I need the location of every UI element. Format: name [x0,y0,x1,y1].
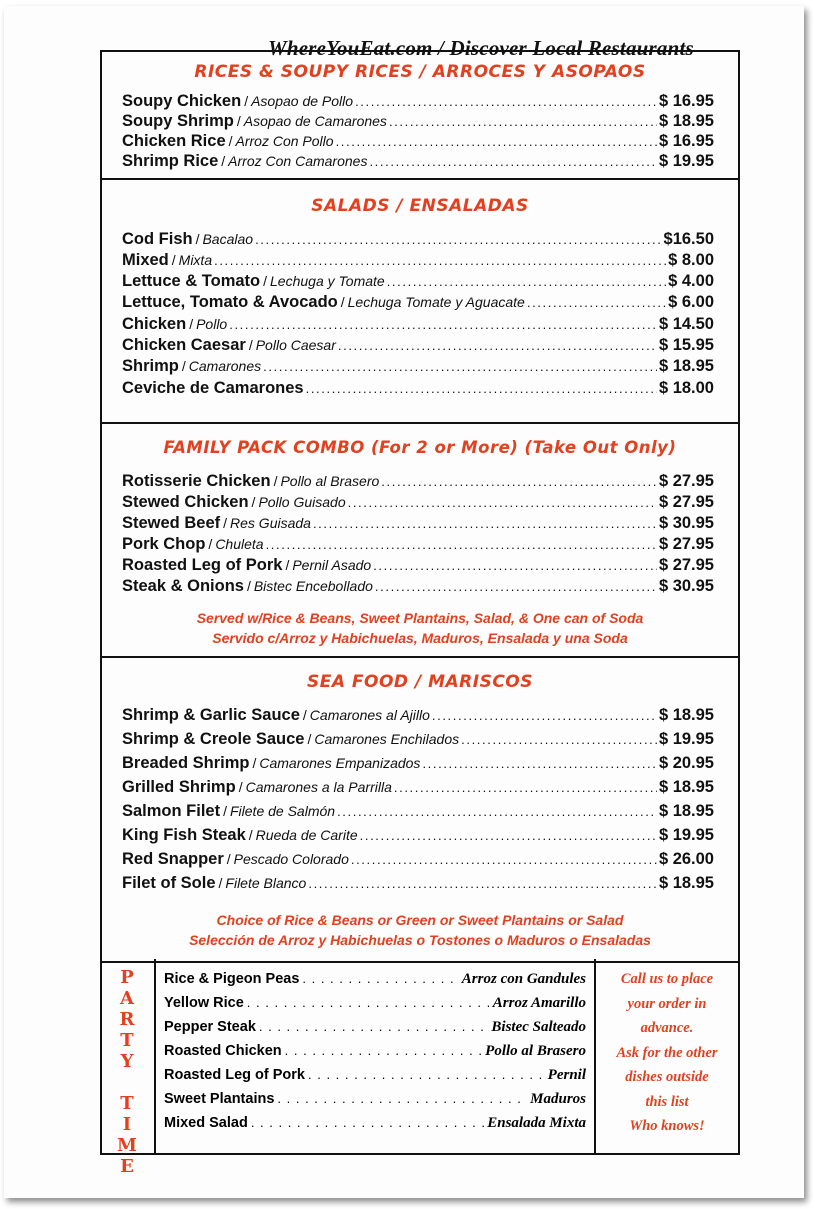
menu-item: Shrimp Rice / Arroz Con Camarones . . . $ 19.95 [122,152,714,171]
section-title: SEA FOOD / MARISCOS [306,672,533,692]
menu-item: Ceviche de Camarones . . . $ 18.00 [122,379,714,398]
section-title: RICES & SOUPY RICES / ARROCES Y ASOPAOS [194,62,646,82]
menu-item: Shrimp / Camarones . . . $ 18.95 [122,357,714,376]
section-note-en: Served w/Rice & Beans, Sweet Plantains, Salad, & One can of Soda [196,610,644,626]
menu-item: Chicken Rice / Arroz Con Pollo . . . $ 16.95 [122,132,714,151]
party-item: Sweet Plantains . . . Maduros [164,1091,586,1108]
section-seafood [102,658,738,963]
party-item: Rice & Pigeon Peas . . . Arroz con Gandules [164,971,586,988]
menu-page [4,6,804,1198]
section-title: SALADS / ENSALADAS [311,196,529,216]
menu-item: Soupy Shrimp / Asopao de Camarones . . . $ 18.95 [122,112,714,131]
party-item: Mixed Salad . . . Ensalada Mixta [164,1115,586,1132]
party-item: Pepper Steak . . . Bistec Salteado [164,1019,586,1036]
menu-frame [100,50,740,1177]
menu-item: Shrimp & Creole Sauce / Camarones Enchilados . . . $ 19.95 [122,730,714,749]
menu-item: Lettuce & Tomato / Lechuga y Tomate . . . $ 4.00 [122,272,714,291]
party-time-vertical-label: P A R T Y T I M E [117,967,137,1177]
section-note-en: Choice of Rice & Beans or Green or Sweet Plantains or Salad [216,912,624,928]
menu-item: Red Snapper / Pescado Colorado . . . $ 26.00 [122,850,714,869]
menu-item: Steak & Onions / Bistec Encebollado . . . $ 30.95 [122,577,714,596]
menu-item: King Fish Steak / Rueda de Carite . . . $ 19.95 [122,826,714,845]
party-item: Yellow Rice . . . Arroz Amarillo [164,995,586,1012]
section-note-es: Servido c/Arroz y Habichuelas, Maduros, Ensalada y una Soda [212,630,628,646]
menu-item: Salmon Filet / Filete de Salmón . . . $ 18.95 [122,802,714,821]
section-note-es: Selección de Arroz y Habichuelas o Tostones o Maduros o Ensaladas [189,932,651,948]
menu-item: Grilled Shrimp / Camarones a la Parrilla . . . $ 18.95 [122,778,714,797]
party-item: Roasted Chicken . . . Pollo al Brasero [164,1043,586,1060]
menu-item: Breaded Shrimp / Camarones Empanizados . . . $ 20.95 [122,754,714,773]
menu-item: Roasted Leg of Pork / Pernil Asado . . . $ 27.95 [122,556,714,575]
menu-item: Cod Fish / Bacalao . . . $16.50 [122,230,714,249]
site-watermark: WhereYouEat.com / Discover Local Restaurants [268,36,694,60]
menu-item: Shrimp & Garlic Sauce / Camarones al Ajillo . . . $ 18.95 [122,706,714,725]
section-family-pack [102,424,738,658]
party-items [154,959,596,1153]
menu-item: Pork Chop / Chuleta . . . $ 27.95 [122,535,714,554]
section-rices [102,52,738,180]
party-order-note: Call us to place your order in advance. Ask for the other dishes outside this list Who knows! [616,971,718,1134]
section-title: FAMILY PACK COMBO (For 2 or More) (Take Out Only) [163,438,677,457]
menu-item: Lettuce, Tomato & Avocado / Lechuga Tomate y Aguacate . . . $ 6.00 [122,293,714,312]
menu-item: Chicken Caesar / Pollo Caesar . . . $ 15.95 [122,336,714,355]
menu-item: Filet of Sole / Filete Blanco . . . $ 18.95 [122,874,714,893]
menu-item: Mixed / Mixta . . . $ 8.00 [122,251,714,270]
menu-item: Stewed Chicken / Pollo Guisado . . . $ 27.95 [122,493,714,512]
party-item: Roasted Leg of Pork . . . Pernil [164,1067,586,1084]
menu-item: Soupy Chicken / Asopao de Pollo . . . $ 16.95 [122,92,714,111]
menu-item: Chicken / Pollo . . . $ 14.50 [122,315,714,334]
menu-item: Stewed Beef / Res Guisada . . . $ 30.95 [122,514,714,533]
section-party-time [102,959,738,1177]
menu-item: Rotisserie Chicken / Pollo al Brasero . . . $ 27.95 [122,472,714,491]
section-salads [102,180,738,424]
